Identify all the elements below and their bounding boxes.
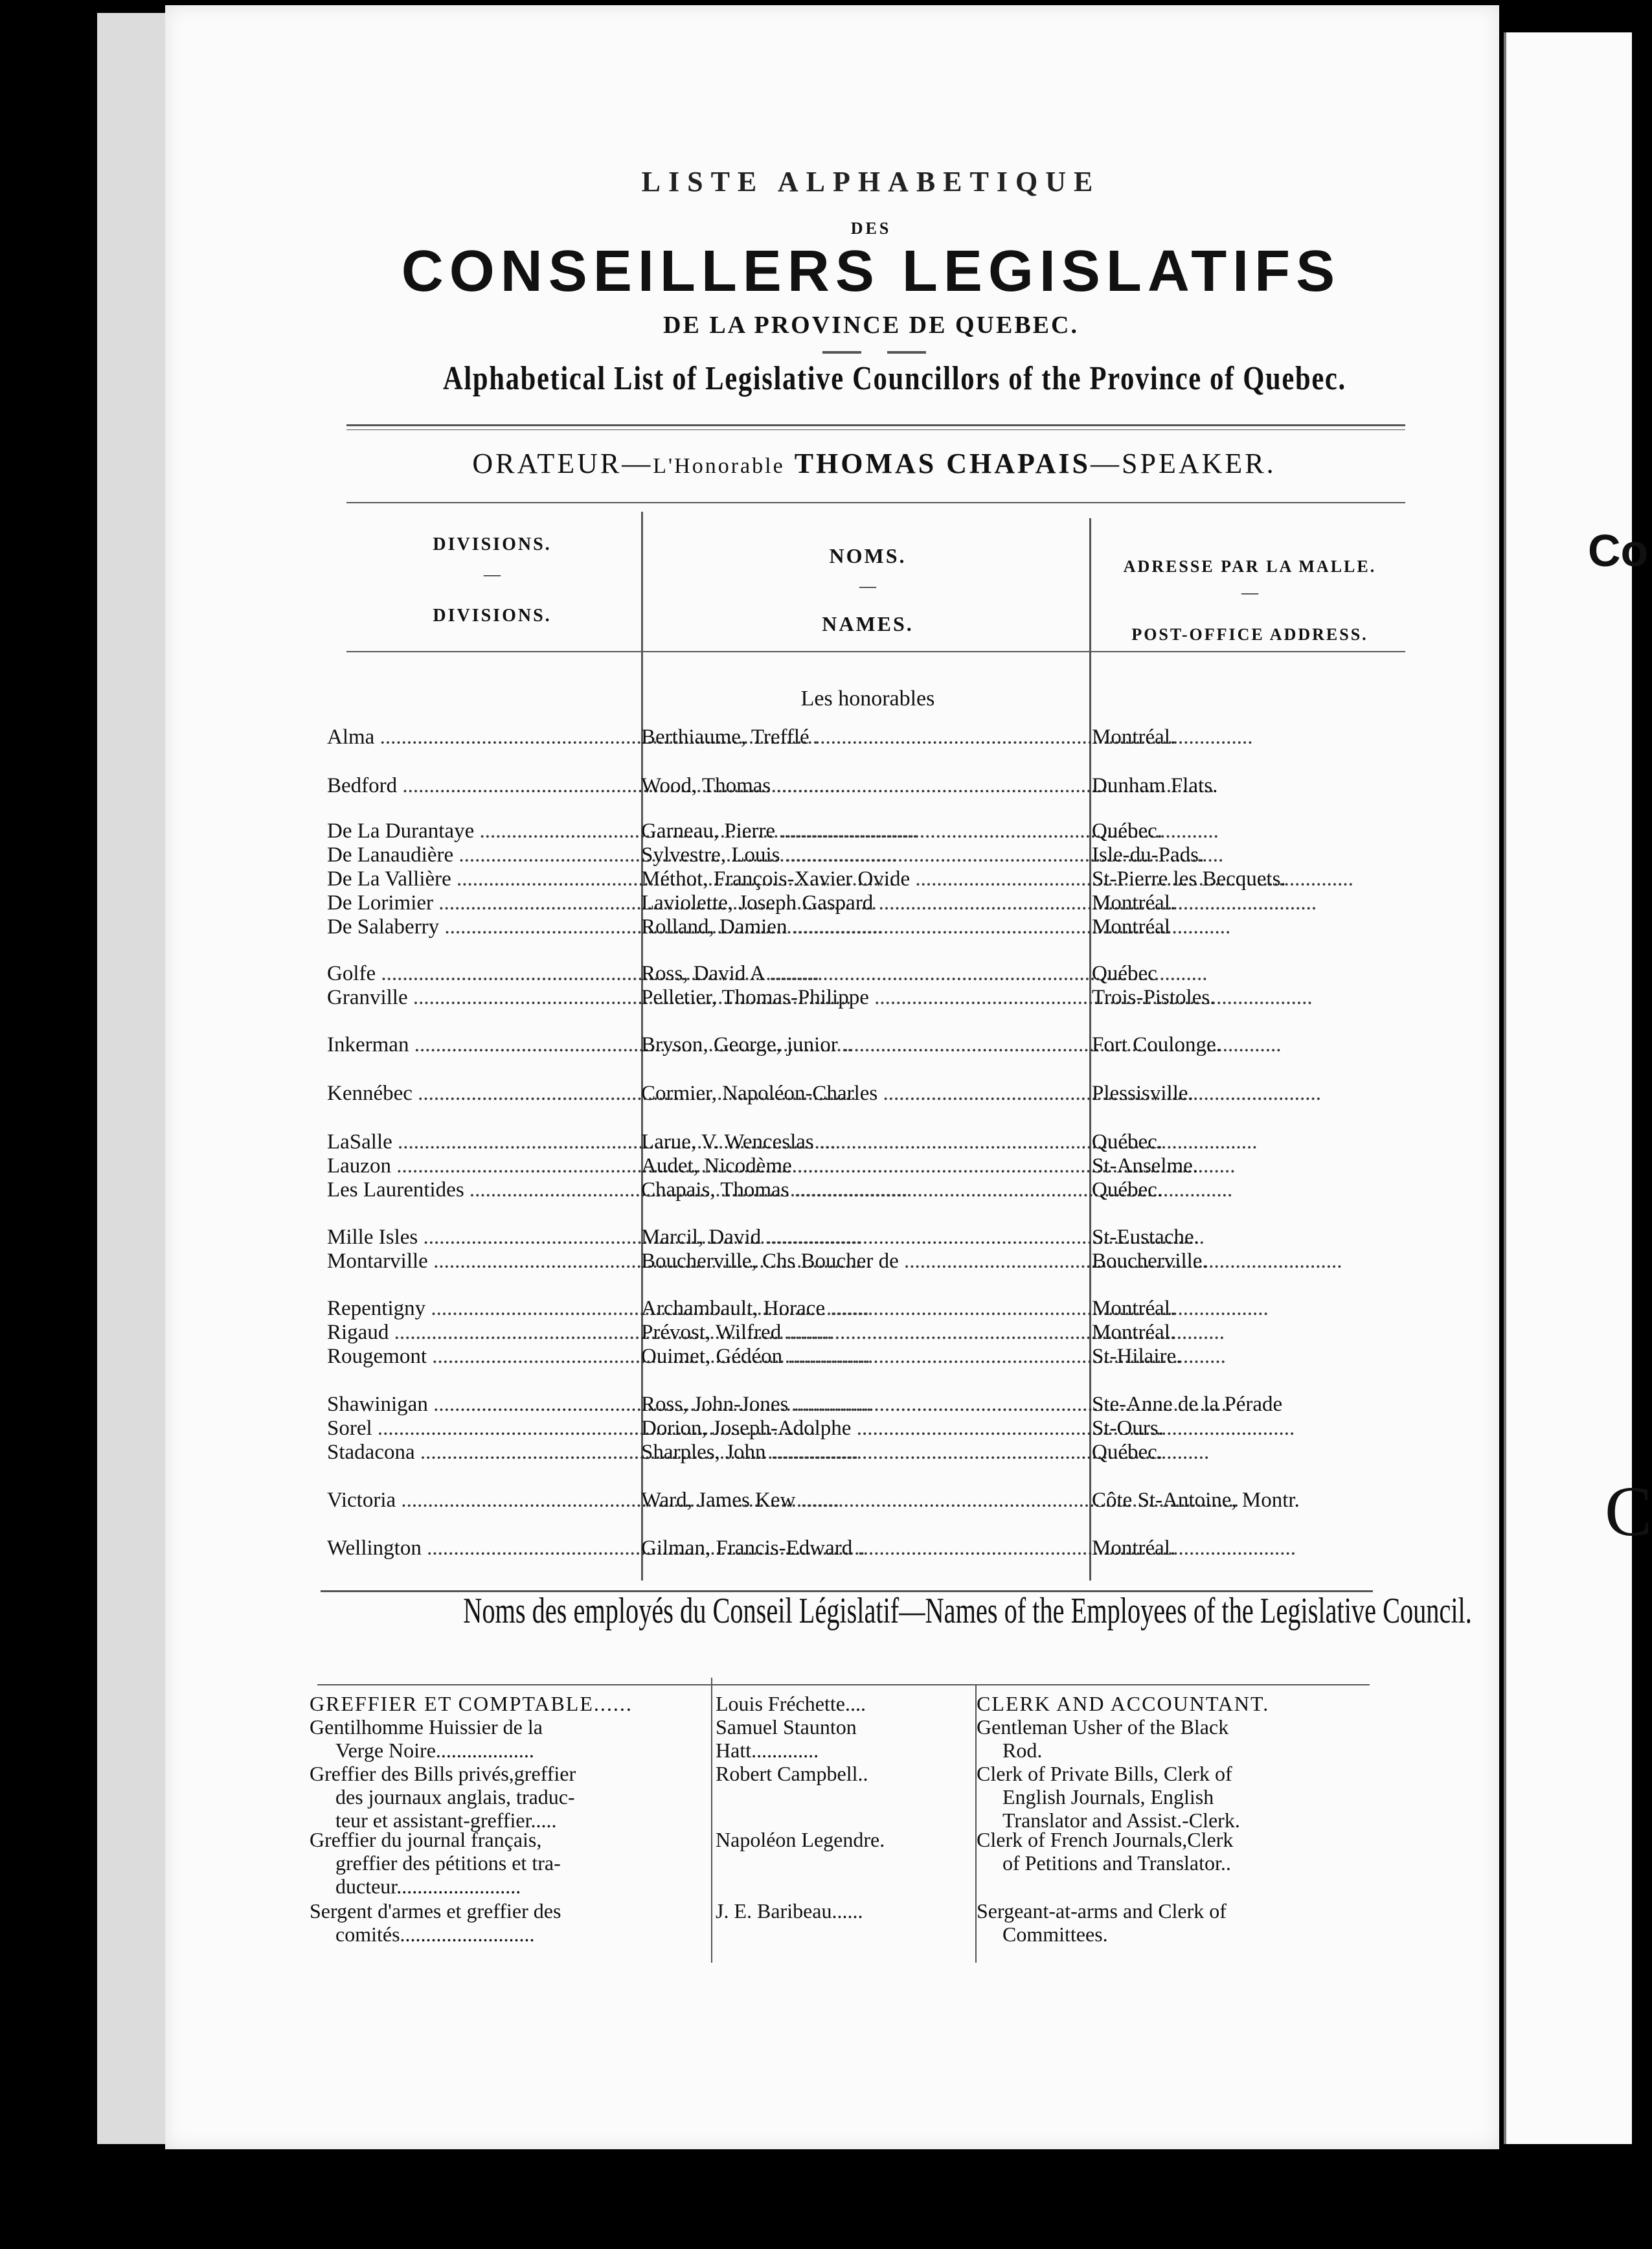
heading-conseillers-legislatifs: CONSEILLERS LEGISLATIFS xyxy=(401,239,1341,304)
speaker-name: THOMAS CHAPAIS xyxy=(794,448,1091,479)
councillor-name: Chapais, Thomas ..... xyxy=(641,1178,1088,1202)
councillor-division: Rigaud ..... xyxy=(327,1321,638,1345)
councillor-name: Prévost, Wilfred ..... xyxy=(641,1321,1088,1345)
employee-en-line: Sergeant-at-arms and Clerk of xyxy=(977,1899,1227,1923)
councillor-address: Montréal. xyxy=(1092,1297,1176,1320)
councillor-division: Granville ..... xyxy=(327,986,638,1010)
councillor-address: Québec. xyxy=(1092,819,1163,843)
councillor-address: Côte St-Antoine, Montr. xyxy=(1092,1489,1300,1512)
rule xyxy=(643,651,1089,652)
councillor-name: Garneau, Pierre ..... xyxy=(641,819,1088,843)
employee-fr-line: des journaux anglais, traduc- xyxy=(335,1785,575,1809)
col-header-noms: NOMS. xyxy=(829,544,907,567)
col-header-dash: — xyxy=(484,565,501,584)
councillor-name: Archambault, Horace ..... xyxy=(641,1297,1088,1321)
employee-en-line: Translator and Assist.-Clerk. xyxy=(1002,1809,1240,1832)
employee-en-line: Rod. xyxy=(1002,1739,1043,1762)
employee-name-line: Louis Fréchette.... xyxy=(716,1692,866,1715)
employee-fr-line: greffier des pétitions et tra- xyxy=(335,1851,561,1875)
heading-province: DE LA PROVINCE DE QUEBEC. xyxy=(663,312,1079,339)
councillor-division: Alma ..... xyxy=(327,725,638,749)
councillor-row xyxy=(0,1226,1489,1251)
councillor-division: De Lorimier ..... xyxy=(327,891,638,915)
speaker-honorable: L'Honorable xyxy=(653,454,785,478)
councillor-row xyxy=(0,891,1489,917)
employee-fr-line: Sergent d'armes et greffier des xyxy=(310,1899,561,1923)
councillor-address: St-Ours. xyxy=(1092,1417,1164,1440)
employee-en-line: CLERK AND ACCOUNTANT. xyxy=(977,1692,1270,1715)
rule xyxy=(346,651,641,652)
councillor-division: Kennébec ..... xyxy=(327,1082,638,1106)
employees-title: Noms des employés du Conseil Législatif—Names of the Employees of the Legislative Council. xyxy=(463,1591,1472,1631)
heading-liste-alphabetique: LISTE ALPHABETIQUE xyxy=(641,166,1101,198)
councillor-row xyxy=(0,843,1489,869)
divider xyxy=(822,351,861,354)
councillor-address: St-Pierre les Becquets. xyxy=(1092,867,1286,891)
rule xyxy=(346,502,1405,503)
councillor-row xyxy=(0,962,1489,988)
employee-fr-line: comités.......................... xyxy=(335,1923,535,1946)
employee-en-line: Gentleman Usher of the Black xyxy=(977,1715,1229,1739)
councillor-address: Trois-Pistoles. xyxy=(1092,986,1216,1009)
rule xyxy=(346,429,1405,430)
speaker-line xyxy=(324,447,1425,480)
councillor-name: Ross, David A ..... xyxy=(641,962,1088,986)
councillor-division: Golfe ..... xyxy=(327,962,638,986)
councillor-row xyxy=(0,725,1489,751)
councillor-address: St-Eustache. xyxy=(1092,1226,1199,1249)
councillor-name: Bryson, George, junior ..... xyxy=(641,1033,1088,1057)
employee-en-line: of Petitions and Translator.. xyxy=(1002,1851,1231,1875)
councillor-row xyxy=(0,867,1489,893)
councillor-address: Québec. xyxy=(1092,1441,1163,1464)
councillor-row xyxy=(0,1417,1489,1443)
councillor-address: Québec. xyxy=(1092,1130,1163,1154)
councillor-address: Boucherville. xyxy=(1092,1250,1208,1273)
councillor-row xyxy=(0,1297,1489,1323)
adjacent-page-fragment-top: Co xyxy=(1588,525,1649,576)
honorables-label: Les honorables xyxy=(800,687,935,711)
employee-fr-line: Verge Noire................... xyxy=(335,1739,534,1762)
divider xyxy=(887,351,926,354)
councillor-row xyxy=(0,1178,1489,1204)
councillor-row xyxy=(0,1441,1489,1467)
adjacent-page xyxy=(1504,32,1632,2144)
councillor-division: Victoria ..... xyxy=(327,1489,638,1513)
councillor-row xyxy=(0,1250,1489,1275)
employee-fr-line: Greffier des Bills privés,greffier xyxy=(310,1762,576,1785)
employee-name-line: Hatt............. xyxy=(716,1739,819,1762)
councillor-name: Sylvestre, Louis ..... xyxy=(641,843,1088,867)
councillor-division: De Salaberry ..... xyxy=(327,915,638,939)
councillor-row xyxy=(0,986,1489,1012)
employee-fr-line: GREFFIER ET COMPTABLE...... xyxy=(310,1692,633,1715)
councillor-division: Inkerman ..... xyxy=(327,1033,638,1057)
councillor-division: Rougemont ..... xyxy=(327,1345,638,1369)
councillor-row xyxy=(0,915,1489,941)
councillor-division: De La Vallière ..... xyxy=(327,867,638,891)
councillor-row xyxy=(0,1489,1489,1514)
councillor-name: Ouimet, Gédéon ..... xyxy=(641,1345,1088,1369)
employee-name-line: Robert Campbell.. xyxy=(716,1762,868,1785)
councillor-division: Lauzon ..... xyxy=(327,1154,638,1178)
page-edge xyxy=(97,13,176,2144)
speaker-prefix: ORATEUR— xyxy=(472,448,653,479)
councillor-division: Stadacona ..... xyxy=(327,1441,638,1465)
councillor-name: Sharples, John ..... xyxy=(641,1441,1088,1465)
councillor-address: Ste-Anne de la Pérade xyxy=(1092,1393,1283,1416)
adjacent-page-fragment-mid: C xyxy=(1605,1472,1652,1551)
councillor-name: Wood, Thomas ..... xyxy=(641,774,1088,798)
col-header-divisions-en: DIVISIONS. xyxy=(433,606,552,626)
councillor-division: Repentigny ..... xyxy=(327,1297,638,1321)
councillor-division: De La Durantaye ..... xyxy=(327,819,638,843)
speaker-suffix: —SPEAKER. xyxy=(1091,448,1276,479)
councillor-name: Laviolette, Joseph Gaspard ..... xyxy=(641,891,1088,915)
rule xyxy=(346,424,1405,426)
councillor-name: Marcil, David ..... xyxy=(641,1226,1088,1250)
councillor-name: Larue, V. Wenceslas ..... xyxy=(641,1130,1088,1154)
councillor-division: Montarville ..... xyxy=(327,1250,638,1273)
councillor-division: LaSalle ..... xyxy=(327,1130,638,1154)
col-header-dash: — xyxy=(859,577,876,595)
councillor-division: Shawinigan ..... xyxy=(327,1393,638,1417)
councillor-division: De Lanaudière ..... xyxy=(327,843,638,867)
councillor-row xyxy=(0,1393,1489,1419)
councillor-division: Bedford ..... xyxy=(327,774,638,798)
councillor-name: Ward, James Kew ..... xyxy=(641,1489,1088,1513)
councillor-name: Méthot, François-Xavier Ovide ..... xyxy=(641,867,1088,891)
councillor-division: Les Laurentides ..... xyxy=(327,1178,638,1202)
employee-name-line: J. E. Baribeau...... xyxy=(716,1899,863,1923)
employee-en-line: Clerk of Private Bills, Clerk of xyxy=(977,1762,1232,1785)
councillor-address: Montréal xyxy=(1092,915,1170,939)
councillor-address: Plessisville. xyxy=(1092,1082,1194,1105)
councillor-row xyxy=(0,1130,1489,1156)
col-header-divisions-fr: DIVISIONS. xyxy=(433,534,552,554)
employee-fr-line: Gentilhomme Huissier de la xyxy=(310,1715,543,1739)
councillor-address: Montréal. xyxy=(1092,1536,1176,1560)
councillor-name: Dorion, Joseph-Adolphe ..... xyxy=(641,1417,1088,1441)
councillor-row xyxy=(0,774,1489,800)
councillor-address: St-Anselme. xyxy=(1092,1154,1199,1178)
employee-en-line: Clerk of French Journals,Clerk xyxy=(977,1828,1234,1851)
employee-name-line: Napoléon Legendre. xyxy=(716,1828,885,1851)
councillor-division: Mille Isles ..... xyxy=(327,1226,638,1250)
rule xyxy=(1091,651,1405,652)
councillor-address: Québec. xyxy=(1092,1178,1163,1202)
councillor-row xyxy=(0,1321,1489,1347)
councillor-address: Québec xyxy=(1092,962,1157,985)
councillor-address: St-Hilaire. xyxy=(1092,1345,1182,1368)
councillor-address: Isle-du-Pads. xyxy=(1092,843,1205,867)
councillor-name: Audet, Nicodème ..... xyxy=(641,1154,1088,1178)
col-header-dash: — xyxy=(1241,583,1258,602)
councillor-name: Boucherville, Chs Boucher de ..... xyxy=(641,1250,1088,1273)
councillor-name: Gilman, Francis-Edward ..... xyxy=(641,1536,1088,1560)
column-rule xyxy=(711,1678,712,1963)
employee-fr-line: ducteur........................ xyxy=(335,1875,521,1898)
councillor-name: Cormier, Napoléon-Charles ..... xyxy=(641,1082,1088,1106)
councillor-address: Dunham Flats. xyxy=(1092,774,1218,797)
heading-english: Alphabetical List of Legislative Councillors of the Province of Quebec. xyxy=(443,360,1346,397)
councillor-division: Wellington ..... xyxy=(327,1536,638,1560)
councillor-name: Berthiaume, Trefflé ..... xyxy=(641,725,1088,749)
councillor-row xyxy=(0,1154,1489,1180)
employee-fr-line: Greffier du journal français, xyxy=(310,1828,542,1851)
councillor-address: Fort Coulonge. xyxy=(1092,1033,1221,1056)
councillor-address: Montréal. xyxy=(1092,725,1176,749)
councillor-row xyxy=(0,1345,1489,1371)
councillor-name: Pelletier, Thomas-Philippe ..... xyxy=(641,986,1088,1010)
employee-name-line: Samuel Staunton xyxy=(716,1715,857,1739)
heading-des: DES xyxy=(850,219,892,238)
councillor-name: Rolland, Damien ..... xyxy=(641,915,1088,939)
councillor-address: Montréal. xyxy=(1092,1321,1176,1344)
councillor-name: Ross, John-Jones ..... xyxy=(641,1393,1088,1417)
councillor-row xyxy=(0,1033,1489,1059)
col-header-names: NAMES. xyxy=(822,612,914,635)
employee-fr-line: teur et assistant-greffier..... xyxy=(335,1809,557,1832)
councillor-row xyxy=(0,1536,1489,1562)
rule xyxy=(317,1684,1370,1685)
employee-en-line: English Journals, English xyxy=(1002,1785,1214,1809)
employee-en-line: Committees. xyxy=(1002,1923,1108,1946)
councillor-row xyxy=(0,1082,1489,1108)
councillor-division: Sorel ..... xyxy=(327,1417,638,1441)
col-header-address: POST-OFFICE ADDRESS. xyxy=(1131,625,1368,644)
councillor-row xyxy=(0,819,1489,845)
col-header-adresse: ADRESSE PAR LA MALLE. xyxy=(1123,557,1377,576)
councillor-address: Montréal. xyxy=(1092,891,1176,915)
